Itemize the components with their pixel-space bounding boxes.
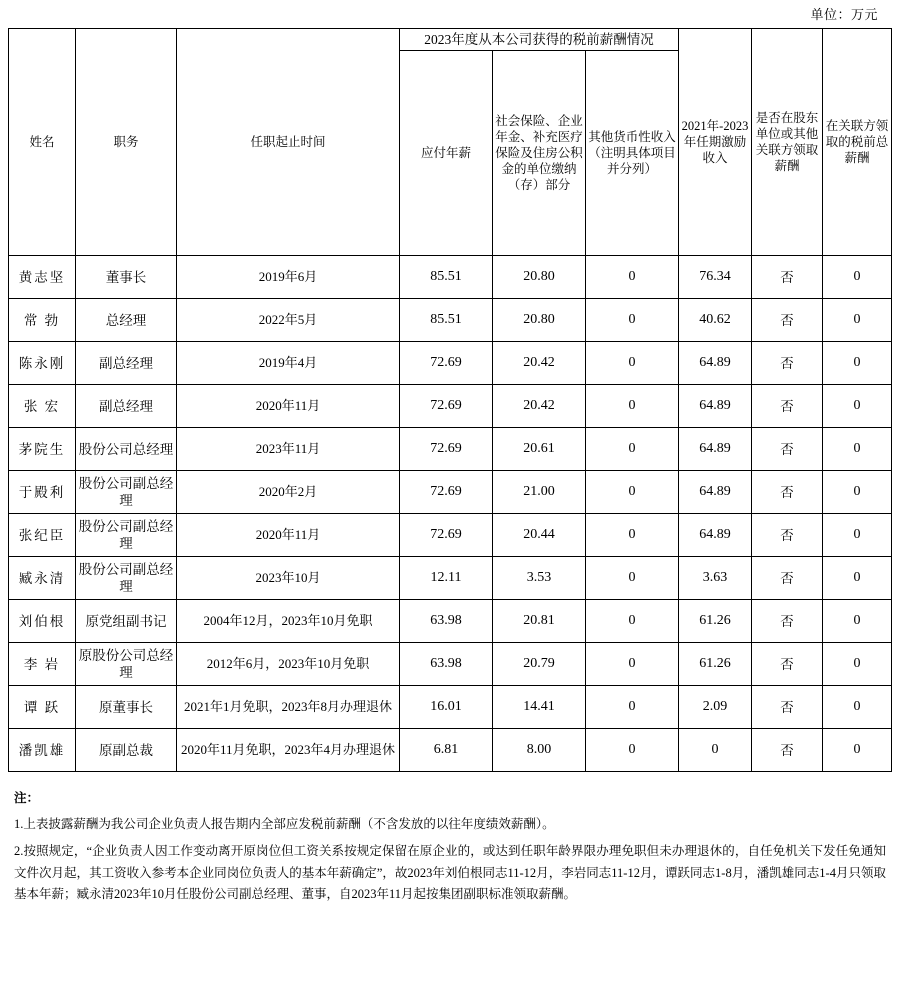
cell-period: 2019年6月: [177, 256, 400, 299]
cell-incentive: 64.89: [679, 385, 752, 428]
cell-payable-annual: 63.98: [400, 600, 493, 643]
cell-related-party: 0: [823, 600, 892, 643]
header-period: 任职起止时间: [177, 29, 400, 256]
cell-name: 臧永清: [9, 557, 76, 600]
cell-other-monetary: 0: [586, 428, 679, 471]
cell-title: 总经理: [76, 299, 177, 342]
cell-shareholder-unit: 否: [752, 428, 823, 471]
cell-payable-annual: 72.69: [400, 342, 493, 385]
cell-insurance: 20.44: [493, 514, 586, 557]
header-name: 姓名: [9, 29, 76, 256]
cell-shareholder-unit: 否: [752, 299, 823, 342]
cell-related-party: 0: [823, 299, 892, 342]
note-item-1: 1.上表披露薪酬为我公司企业负责人报告期内全部应发税前薪酬（不含发放的以往年度绩效薪酬）。: [14, 816, 555, 831]
cell-insurance: 20.61: [493, 428, 586, 471]
header-other-monetary: 其他货币性收入（注明具体项目并分列）: [586, 51, 679, 256]
cell-title: 原董事长: [76, 686, 177, 729]
cell-name: 陈永刚: [9, 342, 76, 385]
cell-period: 2023年10月: [177, 557, 400, 600]
cell-other-monetary: 0: [586, 299, 679, 342]
cell-incentive: 0: [679, 729, 752, 772]
cell-name: 常 勃: [9, 299, 76, 342]
cell-shareholder-unit: 否: [752, 729, 823, 772]
header-payable-annual: 应付年薪: [400, 51, 493, 256]
cell-other-monetary: 0: [586, 256, 679, 299]
cell-name: 谭 跃: [9, 686, 76, 729]
cell-insurance: 21.00: [493, 471, 586, 514]
cell-incentive: 40.62: [679, 299, 752, 342]
cell-payable-annual: 72.69: [400, 385, 493, 428]
table-row: [9, 557, 892, 600]
cell-period: 2022年5月: [177, 299, 400, 342]
cell-other-monetary: 0: [586, 643, 679, 686]
notes-label: 注：: [14, 791, 40, 806]
cell-title: 副总经理: [76, 342, 177, 385]
cell-shareholder-unit: 否: [752, 471, 823, 514]
cell-insurance: 20.42: [493, 385, 586, 428]
cell-period: 2023年11月: [177, 428, 400, 471]
cell-period: 2021年1月免职，2023年8月办理退休: [177, 686, 400, 729]
cell-related-party: 0: [823, 471, 892, 514]
table-row: [9, 643, 892, 686]
cell-incentive: 3.63: [679, 557, 752, 600]
table-body: [9, 256, 892, 772]
table-row: [9, 385, 892, 428]
cell-other-monetary: 0: [586, 514, 679, 557]
cell-name: 潘凯雄: [9, 729, 76, 772]
cell-other-monetary: 0: [586, 686, 679, 729]
table-row: [9, 686, 892, 729]
cell-title: 股份公司总经理: [76, 428, 177, 471]
cell-name: 刘伯根: [9, 600, 76, 643]
cell-other-monetary: 0: [586, 600, 679, 643]
cell-other-monetary: 0: [586, 471, 679, 514]
cell-payable-annual: 63.98: [400, 643, 493, 686]
header-group-pretax-salary: 2023年度从本公司获得的税前薪酬情况: [400, 29, 679, 51]
table-header: [9, 29, 892, 256]
table-row: [9, 471, 892, 514]
cell-related-party: 0: [823, 729, 892, 772]
table-row: [9, 256, 892, 299]
cell-shareholder-unit: 否: [752, 256, 823, 299]
cell-related-party: 0: [823, 514, 892, 557]
table-row: [9, 342, 892, 385]
cell-name: 张 宏: [9, 385, 76, 428]
cell-period: 2004年12月，2023年10月免职: [177, 600, 400, 643]
cell-insurance: 3.53: [493, 557, 586, 600]
cell-related-party: 0: [823, 428, 892, 471]
cell-incentive: 64.89: [679, 471, 752, 514]
cell-related-party: 0: [823, 686, 892, 729]
cell-other-monetary: 0: [586, 385, 679, 428]
cell-title: 股份公司副总经理: [76, 557, 177, 600]
cell-name: 茅院生: [9, 428, 76, 471]
cell-title: 原副总裁: [76, 729, 177, 772]
cell-incentive: 61.26: [679, 643, 752, 686]
note-item-2: 2.按照规定，“企业负责人因工作变动离开原岗位但工资关系按规定保留在原企业的，或达到任职年龄界限办理免职但未办理退休的，自任免机关下发任免通知文件次月起，其工资收入参考本企业同岗位负责人的基本年薪确定”，故2023年刘伯根同志11-12月，李岩同志11-12月，谭跃同志1-8月，潘凯雄同志1-4月只领取基本年薪；臧永清2023年10月任股份公司副总经理、董事，自2023年11月起按集团副职标准领取薪酬。: [14, 844, 886, 902]
cell-related-party: 0: [823, 643, 892, 686]
cell-related-party: 0: [823, 557, 892, 600]
cell-insurance: 20.80: [493, 299, 586, 342]
cell-name: 黄志坚: [9, 256, 76, 299]
cell-period: 2019年4月: [177, 342, 400, 385]
cell-name: 李 岩: [9, 643, 76, 686]
cell-related-party: 0: [823, 385, 892, 428]
cell-incentive: 64.89: [679, 342, 752, 385]
cell-insurance: 20.80: [493, 256, 586, 299]
cell-shareholder-unit: 否: [752, 686, 823, 729]
cell-incentive: 76.34: [679, 256, 752, 299]
cell-title: 原党组副书记: [76, 600, 177, 643]
cell-insurance: 8.00: [493, 729, 586, 772]
table-row: [9, 600, 892, 643]
unit-note: 单位：万元: [810, 7, 878, 22]
cell-shareholder-unit: 否: [752, 557, 823, 600]
header-incentive: 2021年-2023年任期激励收入: [679, 29, 752, 256]
cell-period: 2020年2月: [177, 471, 400, 514]
cell-related-party: 0: [823, 342, 892, 385]
cell-shareholder-unit: 否: [752, 514, 823, 557]
cell-insurance: 14.41: [493, 686, 586, 729]
table-row: [9, 514, 892, 557]
cell-insurance: 20.81: [493, 600, 586, 643]
notes-section: [14, 788, 886, 906]
cell-title: 股份公司副总经理: [76, 471, 177, 514]
cell-payable-annual: 6.81: [400, 729, 493, 772]
cell-insurance: 20.42: [493, 342, 586, 385]
cell-shareholder-unit: 否: [752, 342, 823, 385]
cell-period: 2020年11月免职，2023年4月办理退休: [177, 729, 400, 772]
header-row-top: [9, 29, 892, 51]
cell-incentive: 61.26: [679, 600, 752, 643]
cell-name: 张纪臣: [9, 514, 76, 557]
cell-related-party: 0: [823, 256, 892, 299]
table-row: [9, 428, 892, 471]
cell-title: 股份公司副总经理: [76, 514, 177, 557]
cell-shareholder-unit: 否: [752, 643, 823, 686]
cell-shareholder-unit: 否: [752, 385, 823, 428]
executive-salary-table: [8, 28, 892, 772]
cell-name: 于殿利: [9, 471, 76, 514]
header-insurance: 社会保险、企业年金、补充医疗保险及住房公积金的单位缴纳（存）部分: [493, 51, 586, 256]
cell-title: 副总经理: [76, 385, 177, 428]
header-title: 职务: [76, 29, 177, 256]
table-row: [9, 299, 892, 342]
cell-incentive: 64.89: [679, 428, 752, 471]
cell-other-monetary: 0: [586, 342, 679, 385]
cell-payable-annual: 85.51: [400, 299, 493, 342]
cell-insurance: 20.79: [493, 643, 586, 686]
cell-other-monetary: 0: [586, 729, 679, 772]
header-shareholder-unit: 是否在股东单位或其他关联方领取薪酬: [752, 29, 823, 256]
cell-payable-annual: 72.69: [400, 471, 493, 514]
cell-period: 2020年11月: [177, 385, 400, 428]
cell-incentive: 64.89: [679, 514, 752, 557]
table-row: [9, 729, 892, 772]
cell-payable-annual: 72.69: [400, 514, 493, 557]
cell-period: 2020年11月: [177, 514, 400, 557]
cell-payable-annual: 12.11: [400, 557, 493, 600]
cell-incentive: 2.09: [679, 686, 752, 729]
cell-title: 董事长: [76, 256, 177, 299]
header-related-party: 在关联方领取的税前总薪酬: [823, 29, 892, 256]
cell-period: 2012年6月，2023年10月免职: [177, 643, 400, 686]
cell-shareholder-unit: 否: [752, 600, 823, 643]
cell-other-monetary: 0: [586, 557, 679, 600]
cell-title: 原股份公司总经理: [76, 643, 177, 686]
cell-payable-annual: 16.01: [400, 686, 493, 729]
cell-payable-annual: 72.69: [400, 428, 493, 471]
cell-payable-annual: 85.51: [400, 256, 493, 299]
